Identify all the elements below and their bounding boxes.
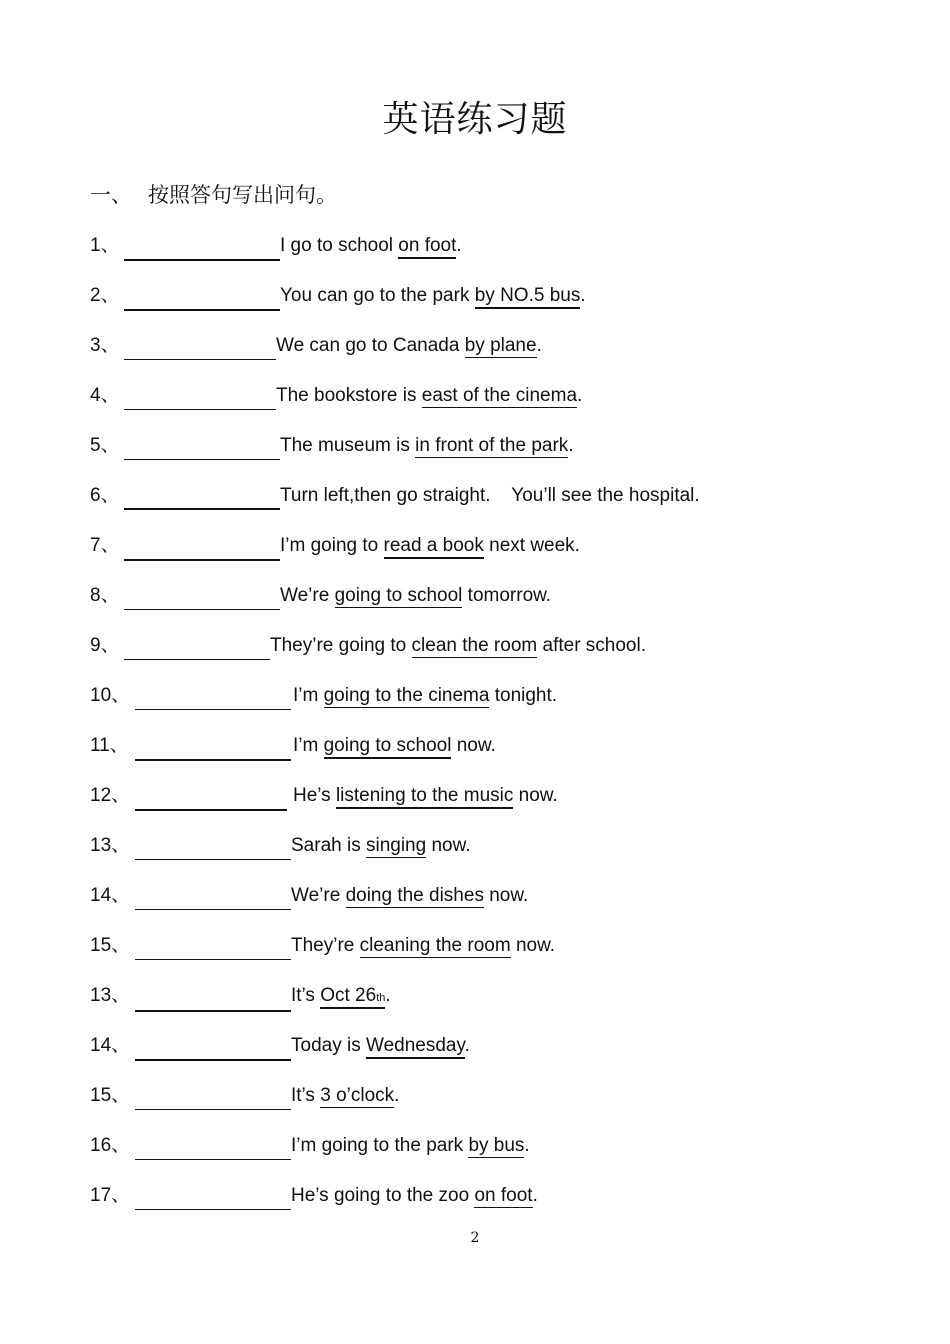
question-text: It’s	[291, 1085, 321, 1106]
underlined-phrase: going to school	[334, 585, 463, 606]
question-text: I’m	[293, 735, 324, 756]
underlined-phrase: 3 o’clock	[320, 1085, 395, 1106]
question-number: 6、	[90, 485, 120, 506]
question-text-end: .	[394, 1085, 400, 1106]
answer-blank[interactable]	[135, 1035, 291, 1061]
question-number: 4、	[90, 385, 120, 406]
question-text-end: .	[524, 1135, 530, 1156]
question-number: 5、	[90, 435, 120, 456]
question-number: 15、	[90, 1085, 131, 1106]
question-row	[90, 280, 586, 312]
answer-blank[interactable]	[135, 885, 291, 910]
underlined-phrase: by plane	[464, 335, 537, 356]
question-text-end: now.	[513, 785, 558, 806]
question-row	[90, 330, 542, 362]
question-number: 16、	[90, 1135, 131, 1156]
question-number: 11、	[90, 735, 129, 756]
answer-blank[interactable]	[135, 1085, 291, 1110]
question-row	[90, 1030, 470, 1062]
question-text-end: tonight.	[489, 685, 558, 706]
question-text-end: .	[536, 335, 542, 356]
answer-blank[interactable]	[124, 335, 276, 360]
underlined-phrase: cleaning the room	[359, 935, 511, 956]
answer-blank[interactable]	[135, 1185, 291, 1210]
answer-blank[interactable]	[124, 635, 270, 660]
underlined-phrase-text: Oct 26	[320, 985, 377, 1006]
answer-blank[interactable]	[124, 385, 276, 410]
answer-blank[interactable]	[135, 986, 291, 1012]
underlined-phrase: by bus	[468, 1135, 525, 1156]
question-row	[90, 1130, 530, 1162]
question-text: The museum is	[280, 435, 416, 456]
underlined-phrase: on foot	[474, 1185, 533, 1206]
underlined-phrase: clean the room	[411, 635, 538, 656]
question-text: We’re	[280, 585, 335, 606]
question-row	[90, 730, 496, 762]
question-row	[90, 480, 700, 512]
answer-blank[interactable]	[135, 935, 291, 960]
question-text: We’re	[291, 885, 346, 906]
question-text-end: now.	[426, 835, 471, 856]
page-title: 英语练习题	[382, 99, 568, 140]
question-number: 1、	[90, 235, 120, 256]
question-number: 3、	[90, 335, 120, 356]
underlined-phrase: on foot	[398, 235, 456, 259]
question-text-end: now.	[510, 935, 556, 956]
answer-blank[interactable]	[124, 535, 280, 561]
question-text-end: now.	[451, 735, 496, 756]
underlined-phrase: Wednesday	[366, 1035, 465, 1059]
answer-blank[interactable]	[124, 585, 280, 610]
answer-blank[interactable]	[124, 235, 280, 261]
question-number: 15、	[90, 935, 131, 956]
question-number: 8、	[90, 585, 120, 606]
question-row	[90, 380, 582, 412]
answer-blank[interactable]	[135, 785, 287, 811]
question-row	[90, 430, 574, 462]
question-number: 13、	[90, 985, 131, 1006]
question-number: 2、	[90, 285, 120, 306]
question-text-end: now.	[483, 885, 529, 906]
question-text: I’m going to the park	[291, 1135, 469, 1156]
question-row	[90, 830, 471, 862]
ordinal-suffix: th	[376, 992, 386, 1004]
underlined-phrase: by NO.5 bus	[475, 285, 581, 309]
question-row	[90, 630, 646, 662]
question-number: 12、	[90, 785, 131, 806]
question-text: Today is	[291, 1035, 366, 1056]
underlined-phrase	[320, 985, 385, 1009]
question-text: Sarah is	[291, 835, 366, 856]
question-text-end: .	[577, 385, 583, 406]
question-text: It’s	[291, 985, 321, 1006]
answer-blank[interactable]	[135, 685, 291, 710]
underlined-phrase: going to school	[324, 735, 452, 759]
question-text: We can go to Canada	[276, 335, 465, 356]
question-number: 10、	[90, 685, 131, 706]
question-text-end: .	[464, 1035, 470, 1056]
underlined-phrase: going to the cinema	[323, 685, 490, 706]
question-row	[90, 530, 580, 562]
answer-blank[interactable]	[124, 484, 280, 510]
underlined-phrase: singing	[365, 835, 427, 856]
question-text: They’re	[291, 935, 360, 956]
question-row	[90, 930, 555, 962]
question-text-end: next week.	[483, 535, 580, 556]
underlined-phrase: in front of the park	[415, 435, 569, 456]
question-text-end: after school.	[537, 635, 646, 656]
underlined-phrase: listening to the music	[336, 785, 513, 809]
question-text: You can go to the park	[280, 285, 475, 306]
underlined-phrase: doing the dishes	[345, 885, 484, 906]
section-number: 一、	[90, 183, 132, 207]
question-row	[90, 580, 551, 612]
underlined-phrase: read a book	[384, 535, 484, 559]
question-text-end: .	[385, 985, 391, 1006]
question-row	[90, 780, 558, 812]
question-text: The bookstore is	[276, 385, 422, 406]
question-number: 14、	[90, 885, 131, 906]
question-number: 14、	[90, 1035, 131, 1056]
question-row	[90, 980, 391, 1012]
question-text-end: .	[456, 235, 462, 256]
answer-blank[interactable]	[135, 735, 291, 761]
answer-blank[interactable]	[124, 435, 280, 460]
question-text-end: .	[568, 435, 574, 456]
section-instruction: 按照答句写出问句。	[148, 183, 337, 207]
question-text: He’s going to the zoo	[291, 1185, 475, 1206]
answer-blank[interactable]	[124, 285, 280, 311]
page-number: 2	[470, 1230, 480, 1246]
question-text: He’s	[293, 785, 336, 806]
question-text-end: .	[532, 1185, 538, 1206]
question-text: I go to school	[280, 235, 399, 256]
question-number: 7、	[90, 535, 120, 556]
question-text-end: tomorrow.	[462, 585, 552, 606]
answer-blank[interactable]	[135, 1135, 291, 1160]
question-row	[90, 880, 528, 912]
question-text: I’m going to	[280, 535, 384, 556]
question-text: Turn left,then go straight. You’ll see the hospital.	[280, 485, 700, 506]
question-number: 9、	[90, 635, 120, 656]
question-row	[90, 1080, 399, 1112]
question-row	[90, 680, 557, 712]
section-heading	[90, 180, 337, 210]
underlined-phrase: east of the cinema	[421, 385, 578, 406]
question-number: 13、	[90, 835, 131, 856]
question-row	[90, 1180, 538, 1212]
question-text: I’m	[293, 685, 324, 706]
question-row	[90, 230, 462, 262]
question-number: 17、	[90, 1185, 131, 1206]
question-text: They’re going to	[270, 635, 412, 656]
question-text-end: .	[580, 285, 586, 306]
answer-blank[interactable]	[135, 835, 291, 860]
